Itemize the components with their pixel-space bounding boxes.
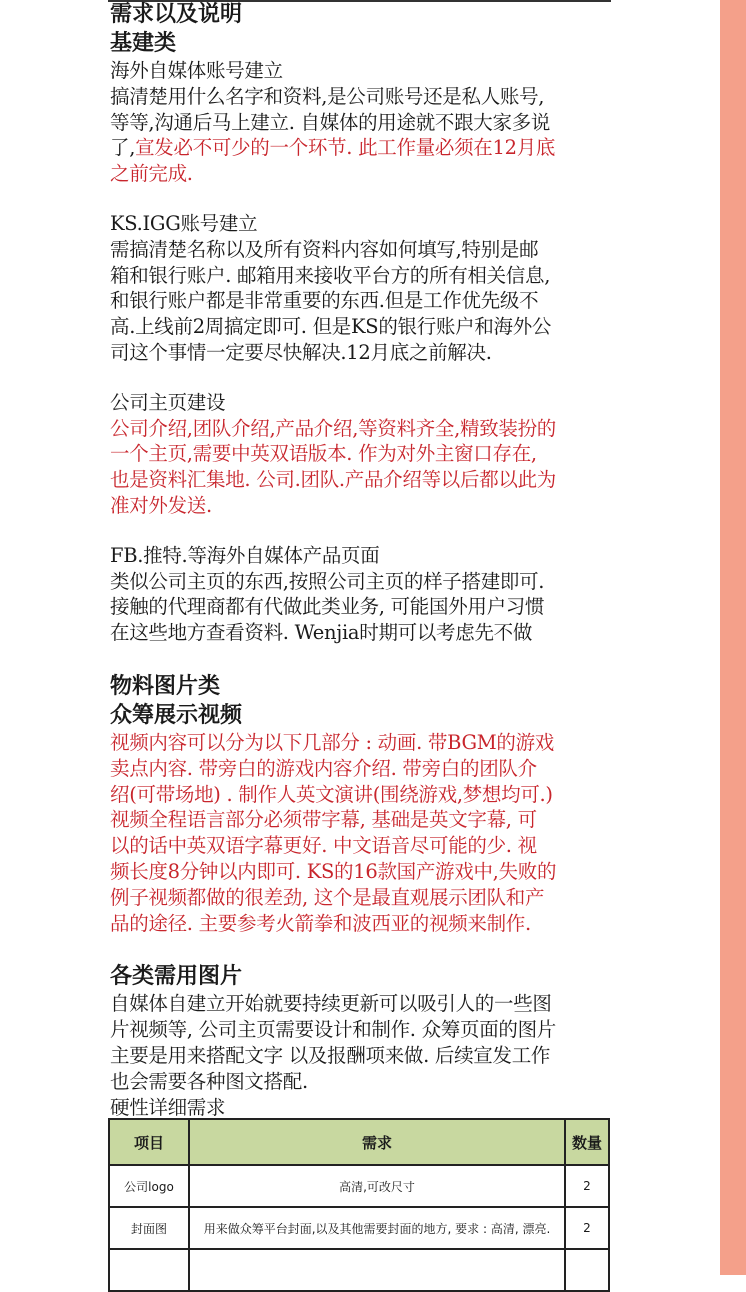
text-line <box>110 1069 620 1095</box>
text-line <box>110 569 620 595</box>
highlighted-text: 也是资料汇集地. 公司.团队.产品介绍等以后都以此为 <box>110 468 556 492</box>
body-text: 在这些地方查看资料. Wenjia时期可以考虑先不做 <box>110 621 533 645</box>
body-text: 公司主页建设 <box>110 390 226 414</box>
table-row <box>109 1207 609 1249</box>
section-heading: 需求以及说明 <box>110 2 243 27</box>
cell-quantity: 2 <box>565 1165 609 1207</box>
text-line <box>110 991 620 1017</box>
text-line <box>110 340 620 366</box>
text-line <box>110 620 620 646</box>
body-text: 和银行账户都是非常重要的东西.但是工作优先级不 <box>110 289 539 313</box>
highlighted-text: 频长度8分钟以内即可. KS的16款国产游戏中,失败的 <box>110 859 557 883</box>
highlighted-text: 公司介绍,团队介绍,产品介绍,等资料齐全,精致装扮的 <box>110 416 556 440</box>
text-line <box>110 911 620 937</box>
body-text: 箱和银行账户. 邮箱用来接收平台方的所有相关信息, <box>110 263 551 287</box>
highlighted-text: 视频内容可以分为以下几部分 : 动画. 带BGM的游戏 <box>110 730 554 754</box>
cell-requirement: 高清,可改尺寸 <box>189 1165 565 1207</box>
text-line <box>110 58 620 84</box>
text-line <box>110 416 620 442</box>
spacer <box>110 366 620 390</box>
text-line <box>110 211 620 237</box>
text-line <box>110 885 620 911</box>
section-heading: 物料图片类 <box>110 673 221 699</box>
body-text: 司这个事情一定要尽快解决.12月底之前解决. <box>110 340 492 364</box>
highlighted-text: 视频全程语言部分必须带字幕, 基础是英文字幕, 可 <box>110 808 537 832</box>
body-text: 也会需要各种图文搭配. <box>110 1069 308 1093</box>
text-line <box>110 833 620 859</box>
highlighted-text: 绍(可带场地) . 制作人英文演讲(围绕游戏,梦想均可.) <box>110 782 553 806</box>
cell-item: 封面图 <box>109 1207 189 1249</box>
text-line <box>110 594 620 620</box>
body-text: 搞清楚用什么名字和资料,是公司账号还是私人账号, <box>110 84 545 108</box>
table-header-row <box>109 1119 609 1165</box>
highlighted-text: 卖点内容. 带旁白的游戏内容介绍. 带旁白的团队介 <box>110 756 537 780</box>
body-text: 需搞清楚名称以及所有资料内容如何填写,特别是邮 <box>110 237 539 261</box>
text-line <box>110 807 620 833</box>
body-text: 类似公司主页的东西,按照公司主页的样子搭建即可. <box>110 569 545 593</box>
text-line <box>110 782 620 808</box>
cell-item: 公司logo <box>109 1165 189 1207</box>
text-line <box>110 1043 620 1069</box>
side-stripe <box>720 0 746 1275</box>
text-line <box>110 263 620 289</box>
spacer <box>110 646 620 672</box>
text-line <box>110 730 620 756</box>
text-line <box>110 543 620 569</box>
body-text: 海外自媒体账号建立 <box>110 59 283 82</box>
body-text: FB.推特.等海外自媒体产品页面 <box>110 543 380 567</box>
highlighted-text: 例子视频都做的很差劲, 这个是最直观展示团队和产 <box>110 885 545 909</box>
highlighted-text: 品的途径. 主要参考火箭拳和波西亚的视频来制作. <box>110 911 531 935</box>
text-line <box>110 288 620 314</box>
body-text: 高.上线前2周搞定即可. 但是KS的银行账户和海外公 <box>110 315 552 339</box>
spacer <box>110 187 620 211</box>
body-text: 主要是用来搭配文字 以及报酬项来做. 后续宣发工作 <box>110 1043 551 1067</box>
section-heading: 基建类 <box>110 31 177 56</box>
text-line <box>110 390 620 416</box>
text-line <box>110 84 620 110</box>
spacer <box>110 936 620 962</box>
text-line <box>110 493 620 519</box>
text-line <box>110 467 620 493</box>
cell-requirement: 用来做众筹平台封面,以及其他需要封面的地方, 要求 : 高清, 漂亮. <box>189 1207 565 1249</box>
section-heading: 各类需用图片 <box>110 964 243 990</box>
text-line <box>110 314 620 340</box>
cell-quantity: 2 <box>565 1207 609 1249</box>
table-row <box>109 1249 609 1291</box>
highlighted-text: 宣发必不可少的一个环节. 此工作量必须在12月底 <box>135 136 556 160</box>
spacer <box>110 519 620 543</box>
body-text: 硬性详细需求 <box>110 1095 226 1119</box>
text-line <box>110 1095 620 1121</box>
text-line <box>110 859 620 885</box>
body-text: 片视频等, 公司主页需要设计和制作. 众筹页面的图片 <box>110 1018 556 1042</box>
text-line <box>110 135 620 161</box>
text-line <box>110 756 620 782</box>
body-text: 了, <box>110 136 136 160</box>
text-line <box>110 237 620 263</box>
body-text: 等等,沟通后马上建立. 自媒体的用途就不跟大家多说 <box>110 110 551 134</box>
text-line <box>110 110 620 136</box>
table-row <box>109 1165 609 1207</box>
highlighted-text: 之前完成. <box>110 162 193 186</box>
highlighted-text: 以的话中英双语字幕更好. 中文语音尽可能的少. 视 <box>110 834 537 858</box>
cell-item <box>109 1249 189 1291</box>
cell-quantity <box>565 1249 609 1291</box>
section-heading: 众筹展示视频 <box>110 702 243 728</box>
body-text: 自媒体自建立开始就要持续更新可以吸引人的一些图 <box>110 992 552 1016</box>
text-line <box>110 161 620 187</box>
body-text: 接触的代理商都有代做此类业务, 可能国外用户习惯 <box>110 595 545 619</box>
cell-requirement <box>189 1249 565 1291</box>
header-requirement: 需求 <box>189 1119 565 1165</box>
document-body <box>110 0 620 1120</box>
header-quantity: 数量 <box>565 1119 609 1165</box>
highlighted-text: 准对外发送. <box>110 493 212 517</box>
text-line <box>110 1017 620 1043</box>
highlighted-text: 一个主页,需要中英双语版本. 作为对外主窗口存在, <box>110 442 537 466</box>
header-item: 项目 <box>109 1119 189 1165</box>
text-line <box>110 441 620 467</box>
requirements-table <box>108 1118 610 1292</box>
body-text: KS.IGG账号建立 <box>110 211 258 235</box>
